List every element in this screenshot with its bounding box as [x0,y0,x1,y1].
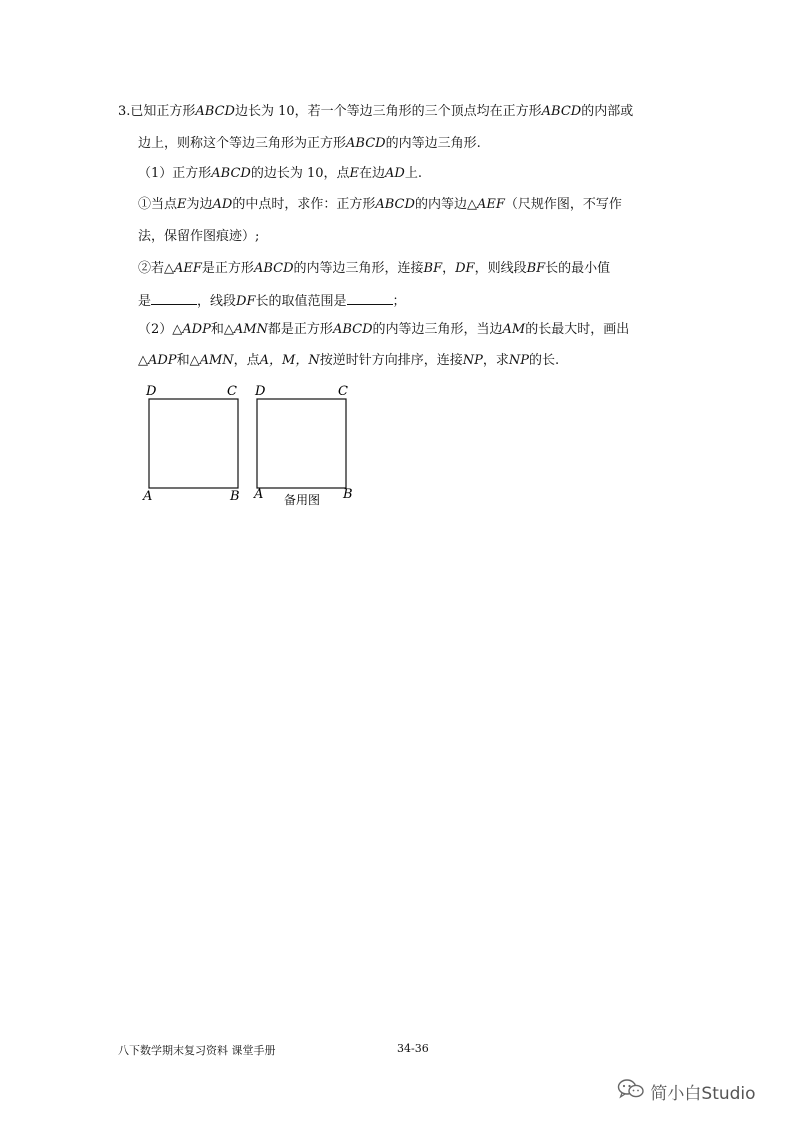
vertex-b-label: B [230,489,240,504]
backup-caption: 备用图 [284,493,321,507]
watermark [617,1078,756,1105]
watermark-text: 简小白Studio [650,1084,756,1104]
square-main [149,399,238,488]
sub2-line-2: 是 ，线段DF长的取值范围是 ； [138,291,406,311]
backup-vertex-b-label: B [343,487,353,502]
problem-line-1: 3.已知正方形ABCD边长为 10，若一个等边三角形的三个顶点均在正方形ABCD的内部或 [118,104,634,119]
vertex-d-label: D [146,384,157,399]
answer-blank-range [347,291,393,305]
part2-line-2: △ADP和△AMN，点A，M，N按逆时针方向排序，连接NP，求NP的长. [138,353,560,368]
vertex-c-label: C [227,384,237,399]
backup-vertex-c-label: C [338,384,348,399]
answer-blank-min [151,291,197,305]
part2-line-1: （2）△ADP和△AMN都是正方形ABCD的内等边三角形，当边AM的长最大时，画出 [138,322,630,337]
problem-line-2: 边上，则称这个等边三角形为正方形ABCD的内等边三角形. [138,136,481,151]
vertex-a-label: A [143,489,153,504]
backup-vertex-a-label: A [254,487,264,502]
backup-vertex-d-label: D [255,384,266,399]
part1-line: （1）正方形ABCD的边长为 10，点E在边AD上. [138,166,422,181]
square-figures [138,378,368,513]
wechat-icon [617,1078,645,1105]
sub2-line-1: ②若△AEF是正方形ABCD的内等边三角形，连接BF，DF，则线段BF长的最小值 [138,261,611,276]
square-backup [257,399,346,488]
page-number: 34-36 [397,1042,429,1055]
sub1-line-2: 法，保留作图痕迹）; [138,229,260,244]
sub1-line-1: ①当点E为边AD的中点时，求作：正方形ABCD的内等边△AEF（尺规作图，不写作 [138,197,622,212]
footer-left: 八下数学期末复习资料 课堂手册 [118,1044,276,1057]
